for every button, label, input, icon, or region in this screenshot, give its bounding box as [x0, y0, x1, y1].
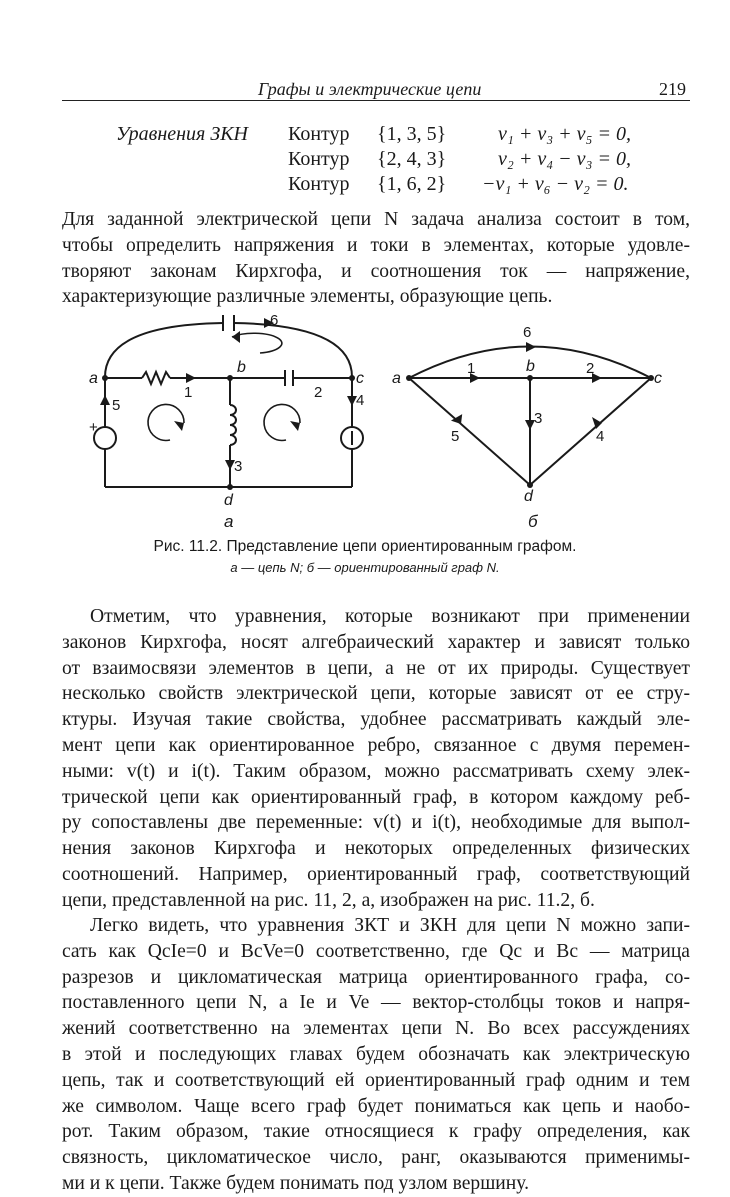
kvl-row-3-equation: −v₁ + v₆ − v₂ = 0.	[482, 173, 629, 195]
figure-subcaption: а — цепь N; б — ориентированный граф N.	[230, 560, 500, 575]
text-line: чтобы определить напряжения и токи в элементах, которые удовле-	[62, 234, 690, 256]
text-line: законов Кирхгофа, носят алгебраический характер и зависят только	[62, 631, 690, 653]
graph-edge-1: 1	[467, 360, 476, 377]
text-line: жений соответственно на элементах цепи N. Во всех рассуждениях	[62, 1018, 690, 1040]
graph-node-a: a	[392, 370, 401, 387]
node-dot	[227, 375, 233, 381]
graph-node-c: c	[654, 370, 662, 387]
text-line: нения законов Кирхгофа и некоторых определенных физических	[62, 838, 690, 860]
text-line: трической цепи как ориентированный граф, в котором каждому реб-	[62, 786, 690, 808]
paragraph-kirchhoff-matrices	[62, 913, 690, 1197]
text-line: ми и к цепи. Также будем понимать под узлом вершину.	[62, 1172, 530, 1194]
circuit-sublabel: а	[224, 512, 234, 531]
circuit-plus-sign: +	[89, 419, 98, 436]
kvl-row-2-equation: v₂ + v₄ − v₃ = 0,	[498, 148, 631, 170]
running-title: Графы и электрические цепи	[258, 79, 482, 99]
graph-sublabel: б	[528, 512, 538, 531]
kvl-row-2-set: {2, 4, 3}	[377, 148, 447, 170]
node-dot	[349, 375, 355, 381]
figure-11-2	[80, 305, 660, 540]
text-line: сать как QcIe=0 и BcVe=0 соответственно, где Qc и Bc — матрица	[62, 940, 690, 962]
kvl-row-1-word: Контур	[288, 123, 350, 145]
text-line: ктуры. Изучая такие свойства, удобнее рассматривать каждый эле-	[62, 709, 690, 731]
kvl-row-1-set: {1, 3, 5}	[377, 123, 447, 145]
graph-edge-3: 3	[534, 410, 543, 427]
circuit-edge-2: 2	[314, 384, 323, 401]
text-line: цепи, представленной на рис. 11, 2, а, изображен на рис. 11.2, б.	[62, 889, 595, 911]
text-line: ру сопоставлены две переменные: v(t) и i(t), необходимые для выпол-	[62, 812, 690, 834]
kvl-row-2-word: Контур	[288, 148, 350, 170]
graph-edge-5: 5	[451, 428, 460, 445]
text-line: мент цепи как ориентированное ребро, связанное с двумя перемен-	[62, 734, 690, 756]
graph-node-d: d	[524, 488, 533, 505]
text-line: Легко видеть, что уравнения ЗКТ и ЗКН для цепи N можно запи-	[90, 915, 690, 936]
text-line: же символом. Чаще всего граф будет пониматься как цепь и наобо-	[62, 1095, 690, 1117]
paragraph-analysis-task	[62, 207, 690, 310]
graph-node-b: b	[526, 358, 535, 375]
circuit-edge-5: 5	[112, 397, 121, 414]
text-line: несколько свойств электрической цепи, которые зависят от ее стру-	[62, 683, 690, 705]
kvl-row-3-set: {1, 6, 2}	[377, 173, 447, 195]
node-dot	[102, 375, 108, 381]
circuit-node-d: d	[224, 492, 233, 509]
text-line: творяют законам Кирхгофа, и соотношения ток — напряжение,	[62, 260, 690, 282]
kvl-row-1-equation: v₁ + v₃ + v₅ = 0,	[498, 123, 631, 145]
text-line: ными: v(t) и i(t). Таким образом, можно рассматривать схему элек-	[62, 760, 690, 782]
figure-drawing	[80, 305, 660, 535]
node-dot	[227, 484, 233, 490]
text-line: от взаимосвязи элементов в цепи, а не от их природы. Существует	[62, 657, 690, 679]
text-line: Отметим, что уравнения, которые возникают при применении	[90, 606, 690, 627]
graph-edge-6: 6	[523, 324, 532, 341]
paragraph-graph-representation	[62, 604, 690, 914]
kvl-label: Уравнения ЗКН	[116, 123, 248, 145]
text-line: рот. Таким образом, такие относящиеся к графу определения, как	[62, 1121, 690, 1143]
figure-caption: Рис. 11.2. Представление цепи ориентированным графом.	[153, 538, 577, 555]
text-line: разрезов и цикломатическая матрица ориентированного графа, со-	[62, 966, 690, 988]
text-line: связность, цикломатическое число, ранг, оказываются применимы-	[62, 1147, 690, 1169]
text-line: соотношений. Например, ориентированный граф, соответствующий	[62, 863, 690, 885]
text-line: в этой и последующих главах будем обозначать как электрическую	[62, 1043, 690, 1065]
running-header	[62, 78, 690, 101]
text-line: цепь, так и соответствующий ей ориентированный граф одним и тем	[62, 1069, 690, 1091]
circuit-node-c: c	[356, 370, 364, 387]
circuit-edge-6: 6	[270, 312, 279, 329]
text-line: поставленного цепи N, а Ie и Ve — вектор-столбцы токов и напря-	[62, 992, 690, 1014]
text-line: Для заданной электрической цепи N задача анализа состоит в том,	[62, 209, 690, 230]
kvl-row-3-word: Контур	[288, 173, 350, 195]
text-line: характеризующие различные элементы, образующие цепь.	[62, 286, 553, 308]
circuit-edge-1: 1	[184, 384, 193, 401]
node-dot	[406, 375, 412, 381]
node-dot	[527, 375, 533, 381]
graph-edge-2: 2	[586, 360, 595, 377]
page-number: 219	[659, 79, 686, 99]
circuit-edge-4: 4	[356, 392, 365, 409]
circuit-node-a: a	[89, 370, 98, 387]
circuit-edge-3: 3	[234, 458, 243, 475]
graph-edge-4: 4	[596, 428, 605, 445]
circuit-node-b: b	[237, 359, 246, 376]
